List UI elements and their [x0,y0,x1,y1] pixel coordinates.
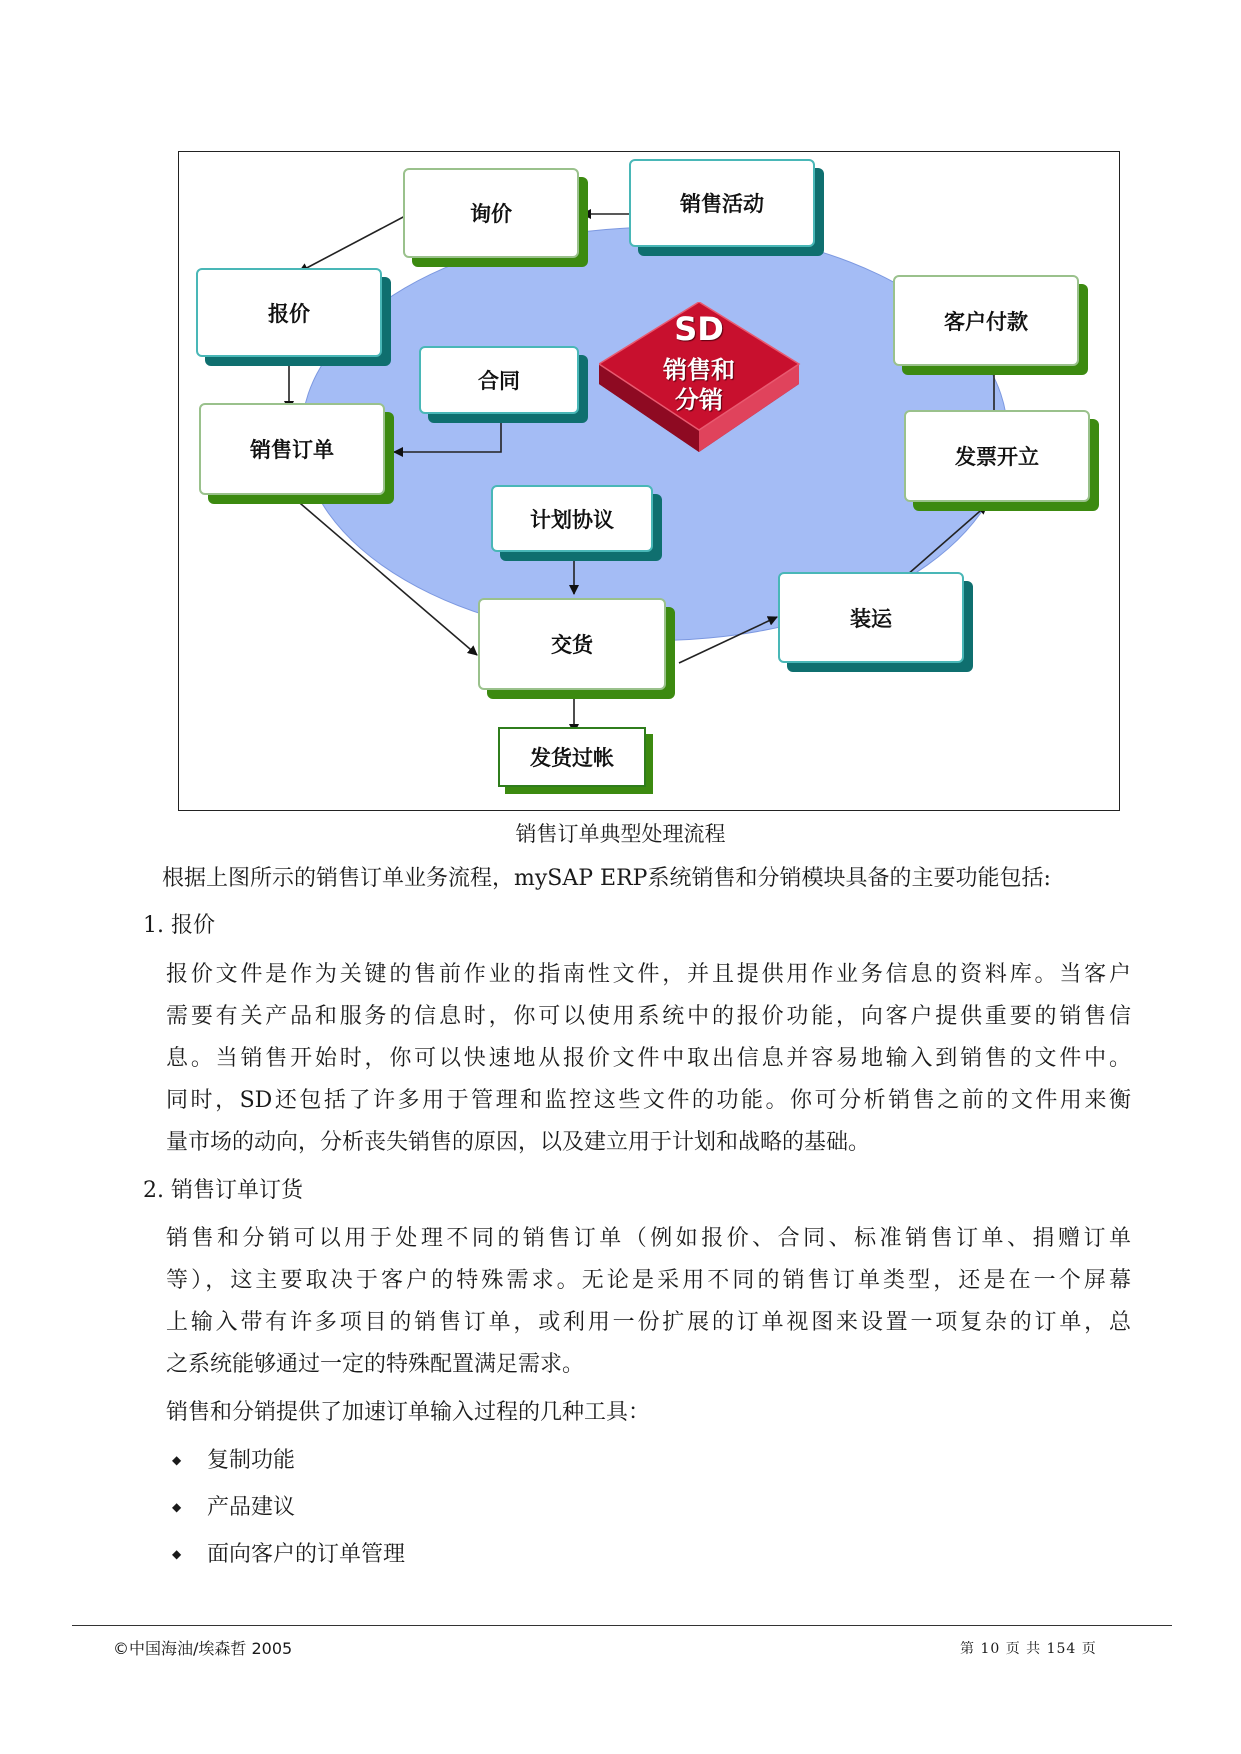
sd-logo [599,302,809,482]
bullet-item-3: 面向客户的订单管理 [207,1542,406,1567]
node-scheduling-agreement: 计划协议 [491,485,653,552]
node-sales-activity: 销售活动 [629,159,815,247]
arrow-inquiry-to-quotation [299,215,407,272]
section-2-line-4: 之系统能够通过一定的特殊配置满足需求。 [166,1352,585,1377]
node-sales-order: 销售订单 [199,403,385,495]
footer-page-number: 第 10 页 共 154 页 [960,1641,1097,1657]
node-goods-issue: 发货过帐 [498,727,646,787]
node-shipping: 装运 [778,572,964,663]
section-1-line-4: 同时，SD还包括了许多用于管理和监控这些文件的功能。你可分析销售之前的文件用来衡 [166,1088,1131,1113]
footer-copyright: ©中国海油/埃森哲 2005 [113,1639,293,1658]
node-quotation: 报价 [196,268,382,357]
section-2-line-2: 等），这主要取决于客户的特殊需求。无论是采用不同的销售订单类型，还是在一个屏幕 [166,1268,1131,1293]
arrow-contract-to-order [394,416,501,452]
section-1-line-2: 需要有关产品和服务的信息时，你可以使用系统中的报价功能，向客户提供重要的销售信 [166,1004,1131,1029]
tools-intro: 销售和分销提供了加速订单输入过程的几种工具： [166,1400,651,1425]
sd-title: SD [674,310,724,348]
section-2-heading: 2. 销售订单订货 [143,1178,303,1203]
figure-caption: 销售订单典型处理流程 [515,822,726,846]
node-billing: 发票开立 [904,410,1090,502]
node-customer-payment: 客户付款 [893,275,1079,366]
bullet-icon: ◆ [172,1500,182,1514]
section-2-line-3: 上输入带有许多项目的销售订单，或利用一份扩展的订单视图来设置一项复杂的订单，总 [166,1310,1131,1335]
process-diagram [178,151,1120,811]
bullet-item-1: 复制功能 [207,1448,296,1473]
section-2-line-1: 销售和分销可以用于处理不同的销售订单（例如报价、合同、标准销售订单、捐赠订单 [166,1226,1131,1251]
footer-divider [72,1625,1172,1626]
arrow-order-to-delivery [294,498,477,655]
section-1-line-3: 息。当销售开始时，你可以快速地从报价文件中取出信息并容易地输入到销售的文件中。 [166,1046,1131,1071]
node-inquiry: 询价 [403,168,579,258]
section-1-line-1: 报价文件是作为关键的售前作业的指南性文件，并且提供用作业务信息的资料库。当客户 [166,962,1131,987]
intro-paragraph: 根据上图所示的销售订单业务流程，mySAP ERP系统销售和分销模块具备的主要功能包括: [162,866,1051,891]
arrow-delivery-to-shipping [679,617,777,663]
section-1-heading: 1. 报价 [143,913,215,938]
section-1-line-5: 量市场的动向，分析丧失销售的原因，以及建立用于计划和战略的基础。 [166,1130,871,1155]
node-contract: 合同 [419,346,579,414]
node-delivery: 交货 [478,598,666,690]
sd-subtitle-2: 分销 [675,386,723,414]
bullet-icon: ◆ [172,1453,182,1467]
bullet-item-2: 产品建议 [207,1495,296,1520]
bullet-icon: ◆ [172,1547,182,1561]
arrow-shipping-to-billing [907,505,987,575]
sd-subtitle-1: 销售和 [663,356,735,384]
